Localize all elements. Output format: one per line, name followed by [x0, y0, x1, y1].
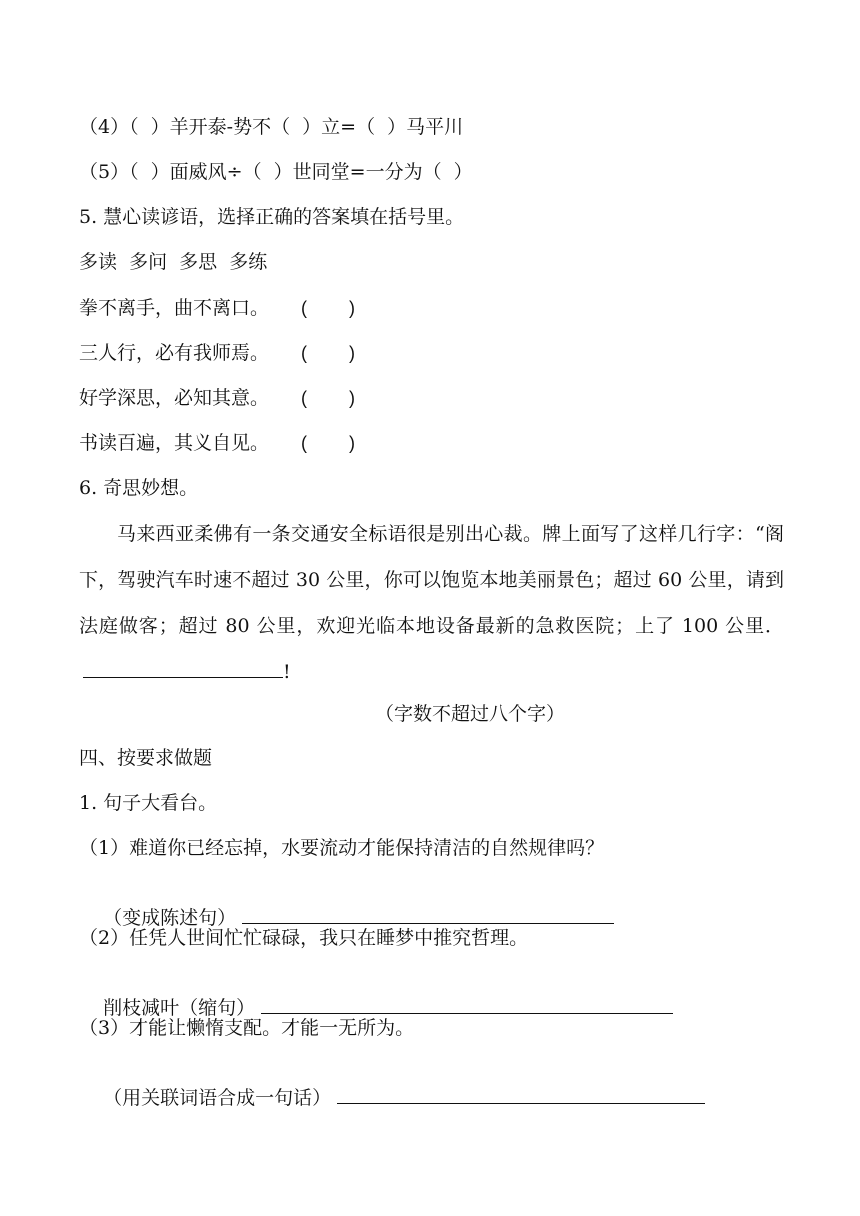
instruction-2: 削枝减叶（缩句）: [103, 997, 256, 1019]
answer-line-2[interactable]: [261, 995, 673, 1014]
answer-parentheses: ( ): [301, 388, 355, 408]
answer-parentheses: ( ): [301, 298, 355, 318]
instruction-3: （用关联词语合成一句话）: [103, 1087, 332, 1109]
answer-line-3[interactable]: [337, 1085, 705, 1104]
proverb-item: [79, 341, 355, 365]
answer-blank[interactable]: [83, 659, 283, 678]
question-6-heading: 6. 奇思妙想。: [79, 477, 199, 499]
instruction-1: （变成陈述句）: [103, 907, 237, 929]
idiom-item-5: （5）（ ）面威风÷（ ）世同堂=一分为（ ）: [79, 161, 473, 183]
sentence-3: （3）才能让懒惰支配。才能一无所为。: [79, 1017, 415, 1039]
word-limit-note: （字数不超过八个字）: [374, 703, 565, 725]
proverb-item: [79, 296, 355, 320]
proverb-item: [79, 386, 355, 410]
question-6-paragraph: [79, 511, 784, 695]
proverb-text: 拳不离手，曲不离口。: [79, 297, 270, 319]
section-4-q1-heading: 1. 句子大看台。: [79, 792, 218, 814]
paragraph-end: !: [283, 661, 291, 683]
answer-row-3: [79, 1061, 705, 1134]
proverb-text: 三人行，必有我师焉。: [79, 342, 270, 364]
proverb-item: [79, 431, 355, 455]
paragraph-text: 马来西亚柔佛有一条交通安全标语很是别出心裁。牌上面写了这样几行字：“阁下，驾驶汽车时速不超过 30 公里，你可以饱览本地美丽景色；超过 60 公里，请到法庭做客；超过 80 公里，欢迎光临本地设备最新的急救医院；上了 100 公里．: [79, 523, 784, 637]
answer-parentheses: ( ): [301, 433, 355, 453]
sentence-1: （1）难道你已经忘掉，水要流动才能保持清洁的自然规律吗？: [79, 837, 605, 859]
question-5-options: 多读 多问 多思 多练: [79, 251, 268, 273]
proverb-text: 好学深思，必知其意。: [79, 387, 270, 409]
answer-line-1[interactable]: [242, 905, 614, 924]
answer-parentheses: ( ): [301, 343, 355, 363]
sentence-2: （2）任凭人世间忙忙碌碌，我只在睡梦中推究哲理。: [79, 927, 529, 949]
section-4-heading: 四、按要求做题: [79, 747, 213, 769]
question-5-heading: 5. 慧心读谚语，选择正确的答案填在括号里。: [79, 206, 465, 228]
idiom-item-4: （4）（ ）羊开泰-势不（ ）立=（ ）马平川: [79, 116, 464, 138]
proverb-text: 书读百遍，其义自见。: [79, 432, 270, 454]
